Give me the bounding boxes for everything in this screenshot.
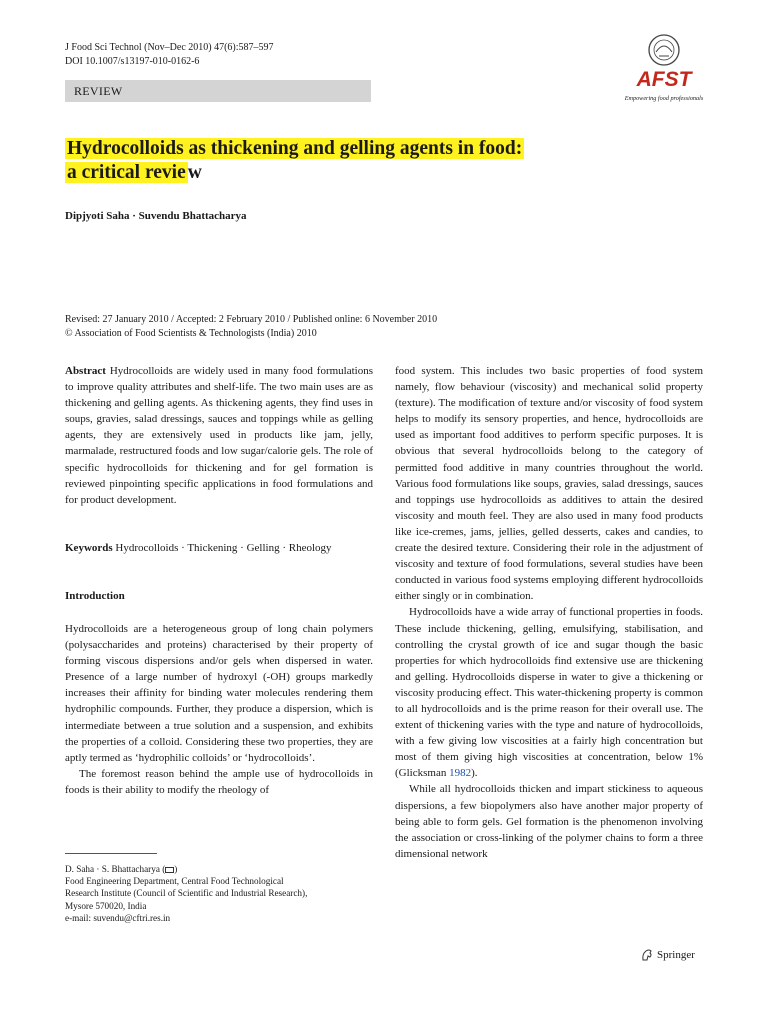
footnote-divider [65, 853, 157, 854]
affiliation-email[interactable]: e-mail: suvendu@cftri.res.in [65, 912, 171, 923]
right-paragraph-3: While all hydrocolloids thicken and impart stickiness to aqueous dispersions, a few biopolymers also have another major property of being able to form gels. Gel formation is the phenomenon involving the association or cross-linking of the polymer chains to form a three dimensional network [395, 783, 703, 860]
introduction-heading: Introduction [65, 590, 125, 602]
keywords [65, 542, 385, 554]
copyright-line: © Association of Food Scientists & Technologists (India) 2010 [65, 328, 317, 339]
publisher-name: Springer [657, 949, 695, 961]
citation-link[interactable]: 1982 [449, 767, 472, 780]
publisher-mark [640, 948, 695, 962]
affiliation-institute: Research Institute (Council of Scientific and Industrial Research), [65, 888, 308, 899]
springer-horse-icon [640, 948, 654, 962]
authors: Dipjyoti Saha · Suvendu Bhattacharya [65, 210, 247, 222]
dates-line: Revised: 27 January 2010 / Accepted: 2 February 2010 / Published online: 6 November 2010 [65, 314, 438, 325]
logo-tagline: Empowering food professionals [624, 95, 704, 102]
affiliation-dept: Food Engineering Department, Central Food Technological [65, 876, 284, 887]
intro-paragraph-1: Hydrocolloids are a heterogeneous group of long chain polymers (polysaccharides and proteins) characterised by their property of forming viscous dispersions and/or gels when dispersed in water. Presence of a large number of hydroxyl (-OH) groups markedly increases their affinity for binding water molecules rendering them hydrophilic compounds. Further, they produce a dispersion, which is intermediate between a true solution and a suspension, and exhibits the properties of a colloid. Considering these two properties, they are aptly termed as ‘hydrophilic colloids’ or ‘hydrocolloids’. [65, 623, 373, 764]
envelope-icon [165, 867, 174, 873]
right-paragraph-2: Hydrocolloids have a wide array of functional properties in foods. These include thickening, gelling, emulsifying, stabilisation, and controlling the crystal growth of ice and sugar though the basic properties for which hydrocolloids find extensive use are thickening and gelling. Hydrocolloids disperse in water to give a thickening or viscosity producing effect. This water-thickening property is common to all hydrocolloids and is the prime reason for their overall use. The extent of thickening varies with the type and nature of hydrocolloids, with a few giving low viscosities at a fairly high concentration but most of them giving high viscosities at concentration, below 1% (Glicksman 1982). [395, 606, 703, 780]
intro-paragraph-2: The foremost reason behind the ample use of hydrocolloids in foods is their ability to modify the rheology of [65, 767, 373, 796]
right-column-body [395, 363, 703, 862]
right-paragraph-1: food system. This includes two basic properties of food system namely, flow behaviour (viscosity) and mechanical solid property (texture). The modification of texture and/or viscosity of food system helps to modify its sensory properties, and hence, hydrocolloids are used as important food additives to perform specific purposes. It is obvious that several hydrocolloids belong to the category of permitted food additive in many countries throughout the world. Various food formulations like soups, gravies, salad dressings, sauces and toppings use hydrocolloids as additives to attain the desired viscosity and mouth feel. They are also used in many food products like ice-cremes, jams, jellies, gelled desserts, cakes and candies, to create the desired texture. Considering their role in the adjustment of viscosity and texture of food formulations, several studies have been conducted in various food systems employing different hydrocolloids either singly or in combination. [395, 365, 703, 603]
publication-dates [65, 313, 437, 341]
title-line2-highlight: a critical revie [67, 162, 186, 183]
logo-text: AFST [636, 68, 692, 91]
keywords-text: Hydrocolloids · Thickening · Gelling · Rheology [115, 542, 332, 554]
affiliation-authors: D. Saha · S. Bhattacharya ( ) [65, 864, 178, 874]
affiliation-city: Mysore 570020, India [65, 900, 147, 911]
doi: DOI 10.1007/s13197-010-0162-6 [65, 56, 200, 67]
title-line2-rest: w [187, 162, 202, 183]
section-label: REVIEW [65, 80, 371, 102]
keywords-label: Keywords [65, 542, 113, 554]
afst-logo [618, 30, 710, 106]
abstract-label: Abstract [65, 365, 106, 377]
journal-citation: J Food Sci Technol (Nov–Dec 2010) 47(6):587–597 [65, 42, 274, 53]
abstract [65, 363, 373, 508]
abstract-text: Hydrocolloids are widely used in many food formulations to improve quality attributes and shelf-life. The two main uses are as thickening and gelling agents. As thickening agents, they find uses in soups, gravies, salad dressings, sauces and toppings while as gelling agents, they are extensively used in products like jam, jelly, marmalade, restructured foods and low sugar/calorie gels. The role of specific hydrocolloids for thickening and for gel formation is reviewed pinpointing specific applications in food formulations and for product development. [65, 365, 373, 506]
paper-title [65, 137, 685, 185]
title-line1: Hydrocolloids as thickening and gelling agents in food: [67, 138, 523, 159]
introduction-body [65, 621, 373, 798]
affiliation [65, 863, 365, 924]
